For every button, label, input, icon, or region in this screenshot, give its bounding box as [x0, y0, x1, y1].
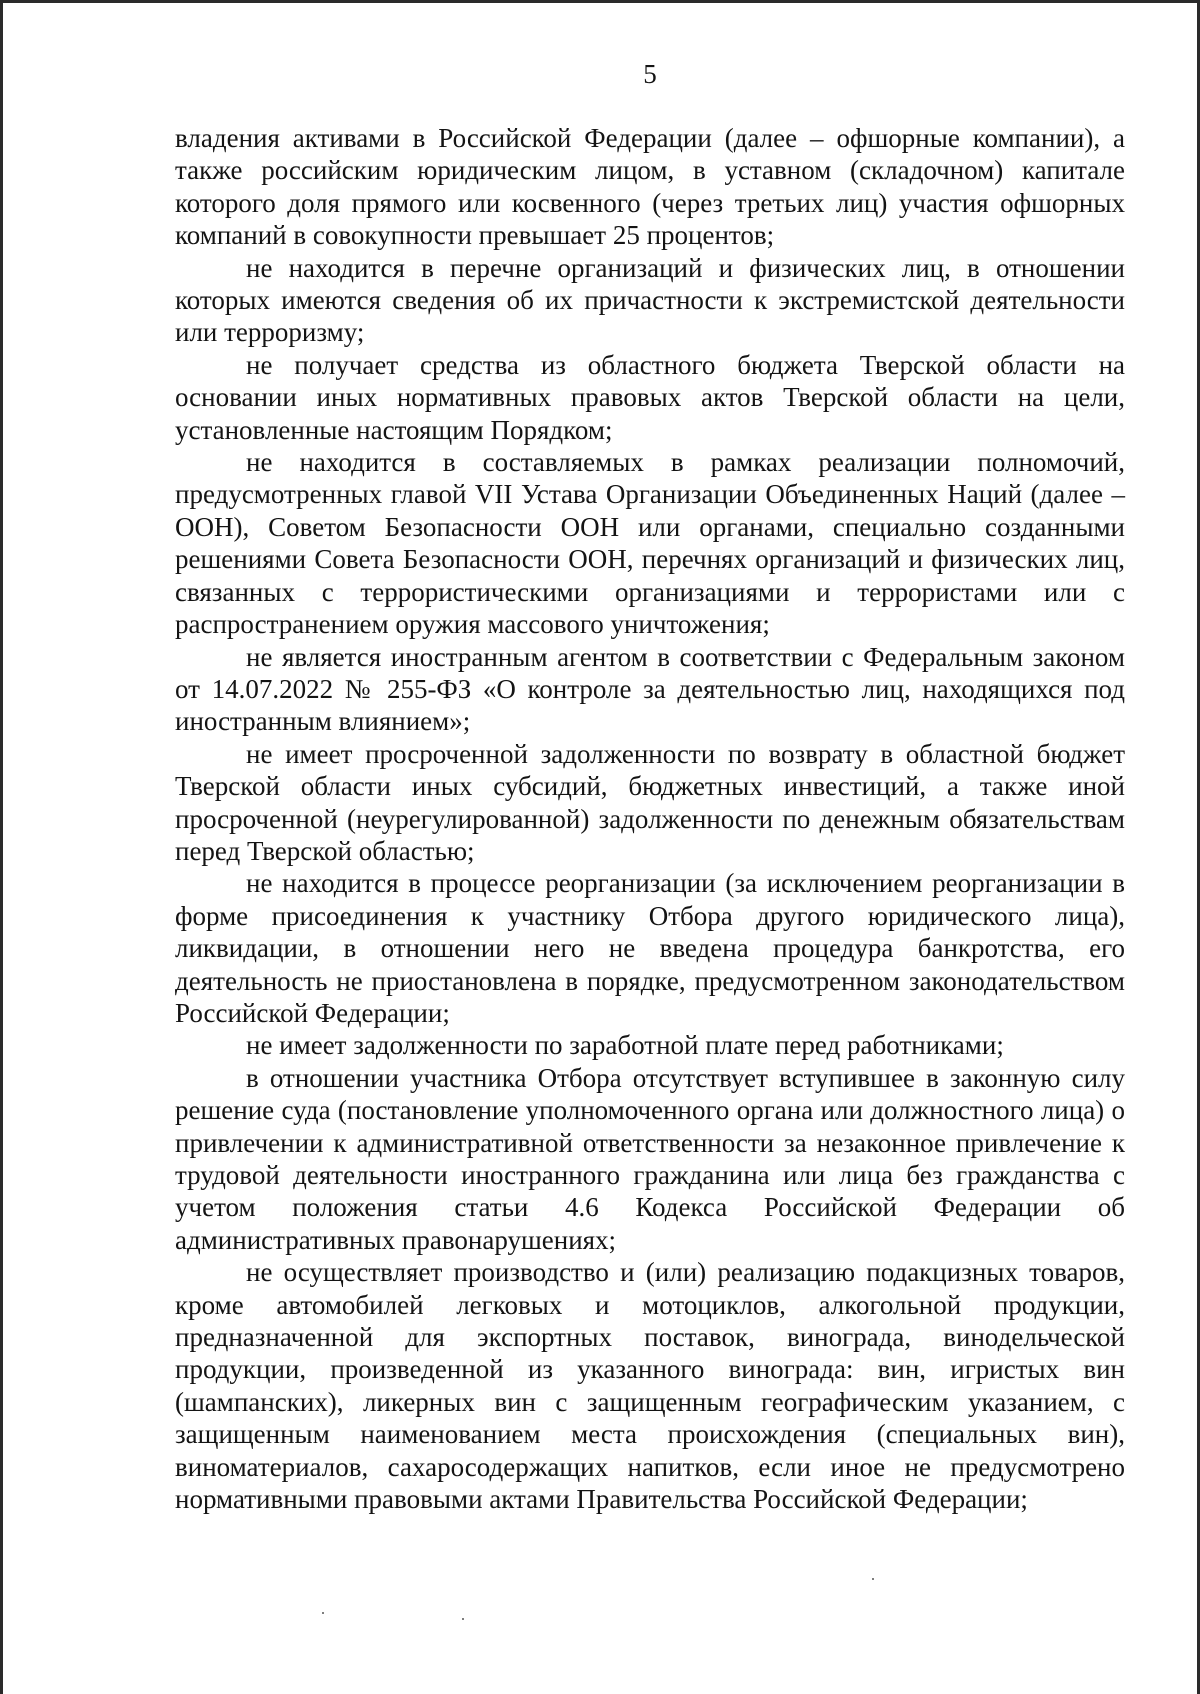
paragraph-3: не получает средства из областного бюджета Тверской области на основании иных нормативных правовых актов Тверской области на цели, установленные настоящим Порядком;: [175, 349, 1125, 445]
paragraph-1: владения активами в Российской Федерации (далее – офшорные компании), а также российским юридическим лицом, в уставном (складочном) капитале которого доля прямого или косвенного (через третьих лиц) участия офшорных компаний в совокупности превышает 25 процентов;: [175, 123, 1125, 251]
paragraph-5: не является иностранным агентом в соответствии с Федеральным законом от 14.07.2022 № 255-ФЗ «О контроле за деятельностью лиц, находящихся под иностранным влиянием»;: [175, 641, 1125, 737]
page-number: 5: [643, 59, 657, 89]
scan-speck: [462, 1618, 464, 1620]
scan-border-top: [0, 0, 1200, 3]
paragraph-10: не осуществляет производство и (или) реализацию подакцизных товаров, кроме автомобилей легковых и мотоциклов, алкогольной продукции, предназначенной для экспортных поставок, винограда, винодельческой продукции, произведенной из указанного винограда: вин, игристых вин (шампанских), ликерных вин с защищенным географическим указанием, с защищенным наименованием места происхождения (специальных вин), виноматериалов, сахаросодержащих напитков, если иное не предусмотрено нормативными правовыми актами Правительства Российской Федерации;: [175, 1257, 1125, 1515]
scan-speck: [322, 1612, 324, 1614]
paragraph-7: не находится в процессе реорганизации (за исключением реорганизации в форме присоединения к участнику Отбора другого юридического лица), ликвидации, в отношении него не введена процедура банкротства, его деятельность не приостановлена в порядке, предусмотренном законодательством Российской Федерации;: [175, 868, 1125, 1028]
scan-border-left: [0, 0, 3, 1694]
paragraph-6: не имеет просроченной задолженности по возврату в областной бюджет Тверской области иных субсидий, бюджетных инвестиций, а также иной просроченной (неурегулированной) задолженности по денежным обязательствам перед Тверской областью;: [175, 738, 1125, 866]
paragraph-4: не находится в составляемых в рамках реализации полномочий, предусмотренных главой VII Устава Организации Объединенных Наций (далее – ООН), Советом Безопасности ООН или органами, специально созданными решениями Совета Безопасности ООН, перечнях организаций и физических лиц, связанных с террористическими организациями и террористами или с распространением оружия массового уничтожения;: [175, 447, 1125, 640]
paragraph-2: не находится в перечне организаций и физических лиц, в отношении которых имеются сведения об их причастности к экстремистской деятельности или терроризму;: [175, 252, 1125, 348]
paragraph-9: в отношении участника Отбора отсутствует вступившее в законную силу решение суда (постановление уполномоченного органа или должностного лица) о привлечении к административной ответственности за незаконное привлечение к трудовой деятельности иностранного гражданина или лица без гражданства с учетом положения статьи 4.6 Кодекса Российской Федерации об административных правонарушениях;: [175, 1062, 1125, 1255]
scan-speck: [872, 1578, 874, 1580]
paragraph-8: не имеет задолженности по заработной плате перед работниками;: [246, 1030, 1004, 1061]
document-body: [175, 122, 1125, 1515]
